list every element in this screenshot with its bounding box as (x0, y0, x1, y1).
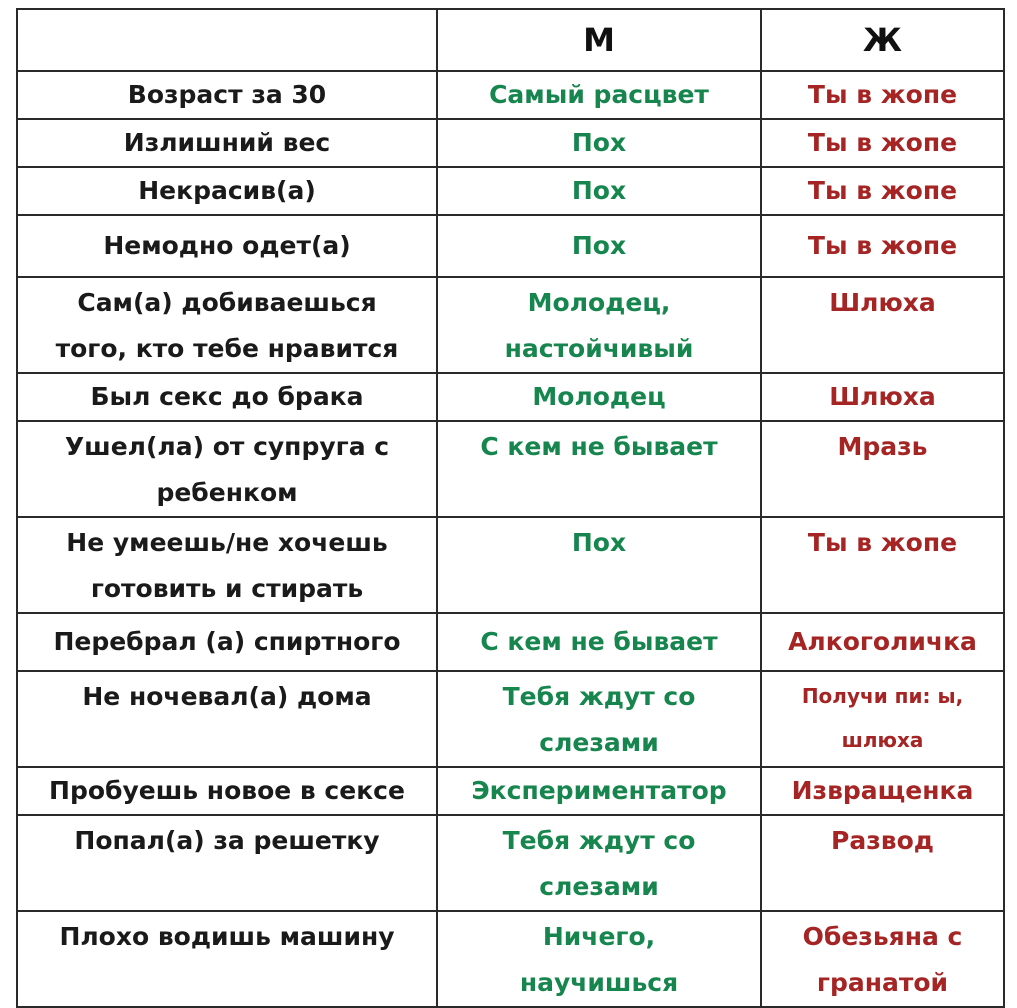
cell-line: Немодно одет(а) (103, 231, 351, 260)
female-reaction-cell (761, 911, 1004, 1007)
female-reaction-cell (761, 517, 1004, 613)
cell-line: Перебрал (а) спиртного (53, 627, 401, 656)
male-reaction-cell (437, 517, 761, 613)
situation-cell (17, 815, 437, 911)
cell-line: Тебя ждут со (502, 682, 696, 711)
female-reaction-cell (761, 613, 1004, 671)
cell-line: Молодец (532, 382, 666, 411)
male-reaction-cell (437, 167, 761, 215)
table-row (17, 71, 1004, 119)
male-reaction-cell (437, 671, 761, 767)
female-reaction-cell (761, 421, 1004, 517)
cell-line: слезами (539, 872, 659, 901)
cell-line: Ты в жопе (807, 176, 958, 205)
cell-line: Пох (571, 128, 627, 157)
situation-cell (17, 215, 437, 277)
female-reaction-cell (761, 373, 1004, 421)
male-reaction-cell (437, 421, 761, 517)
cell-line: С кем не бывает (480, 627, 718, 656)
cell-line: Сам(а) добиваешься (77, 288, 377, 317)
cell-line: Тебя ждут со (502, 826, 696, 855)
cell-line: шлюха (841, 728, 924, 752)
female-reaction-cell (761, 277, 1004, 373)
cell-line: Обезьяна с (802, 922, 963, 951)
situation-cell (17, 167, 437, 215)
table-row (17, 119, 1004, 167)
cell-line: Ушел(ла) от супруга с (64, 432, 390, 461)
cell-line: Ты в жопе (807, 128, 958, 157)
cell-line: Пох (571, 176, 627, 205)
cell-line: Алкоголичка (788, 627, 977, 656)
header-row (17, 9, 1004, 71)
cell-line: ребенком (156, 478, 298, 507)
cell-line: Ты в жопе (807, 528, 958, 557)
female-reaction-cell (761, 71, 1004, 119)
table-row (17, 613, 1004, 671)
male-reaction-cell (437, 613, 761, 671)
cell-line: Извращенка (791, 776, 974, 805)
cell-line: Не ночевал(а) дома (82, 682, 372, 711)
female-reaction-cell (761, 671, 1004, 767)
cell-line: научишься (519, 968, 679, 997)
situation-cell (17, 613, 437, 671)
cell-line: Плохо водишь машину (59, 922, 395, 951)
cell-line: Ничего, (542, 922, 656, 951)
table-row (17, 671, 1004, 767)
table-row (17, 167, 1004, 215)
female-reaction-cell (761, 815, 1004, 911)
cell-line: Попал(а) за решетку (74, 826, 380, 855)
cell-line: Получи пи: ы, (801, 684, 964, 708)
cell-line: Экспериментатор (471, 776, 727, 805)
header-male-cell: М (437, 9, 761, 71)
cell-line: Ты в жопе (807, 80, 958, 109)
situation-cell (17, 517, 437, 613)
female-reaction-cell (761, 215, 1004, 277)
female-reaction-cell (761, 767, 1004, 815)
cell-line: С кем не бывает (480, 432, 718, 461)
male-reaction-cell (437, 815, 761, 911)
cell-line: Некрасив(а) (138, 176, 316, 205)
situation-cell (17, 671, 437, 767)
situation-cell (17, 71, 437, 119)
cell-line: Шлюха (829, 382, 936, 411)
table-row (17, 215, 1004, 277)
cell-line: настойчивый (504, 334, 694, 363)
situation-cell (17, 119, 437, 167)
table-row (17, 767, 1004, 815)
cell-line: Пох (571, 231, 627, 260)
table-row (17, 277, 1004, 373)
table-row (17, 517, 1004, 613)
cell-line: Пробуешь новое в сексе (49, 776, 405, 805)
cell-line: Не умеешь/не хочешь (66, 528, 388, 557)
cell-line: Шлюха (829, 288, 936, 317)
male-reaction-cell (437, 119, 761, 167)
situation-cell (17, 421, 437, 517)
cell-line: готовить и стирать (90, 574, 364, 603)
table-row (17, 815, 1004, 911)
situation-cell (17, 911, 437, 1007)
male-reaction-cell (437, 277, 761, 373)
cell-line: Ты в жопе (807, 231, 958, 260)
cell-line: Развод (831, 826, 934, 855)
situation-cell (17, 373, 437, 421)
cell-line: Пох (571, 528, 627, 557)
situation-cell (17, 767, 437, 815)
male-reaction-cell (437, 911, 761, 1007)
table-row (17, 911, 1004, 1007)
male-reaction-cell (437, 767, 761, 815)
cell-line: того, кто тебе нравится (55, 334, 399, 363)
comparison-table (16, 8, 1005, 1008)
male-reaction-cell (437, 373, 761, 421)
male-reaction-cell (437, 215, 761, 277)
cell-line: Излишний вес (123, 128, 331, 157)
header-situation-cell (17, 9, 437, 71)
cell-line: Самый расцвет (489, 80, 709, 109)
header-female-cell: Ж (761, 9, 1004, 71)
cell-line: гранатой (816, 968, 949, 997)
cell-line: Молодец, (527, 288, 671, 317)
female-reaction-cell (761, 119, 1004, 167)
cell-line: слезами (539, 728, 659, 757)
cell-line: Мразь (837, 432, 928, 461)
female-reaction-cell (761, 167, 1004, 215)
male-reaction-cell (437, 71, 761, 119)
table-row (17, 373, 1004, 421)
situation-cell (17, 277, 437, 373)
cell-line: Был секс до брака (90, 382, 364, 411)
table-row (17, 421, 1004, 517)
cell-line: Возраст за 30 (127, 80, 327, 109)
